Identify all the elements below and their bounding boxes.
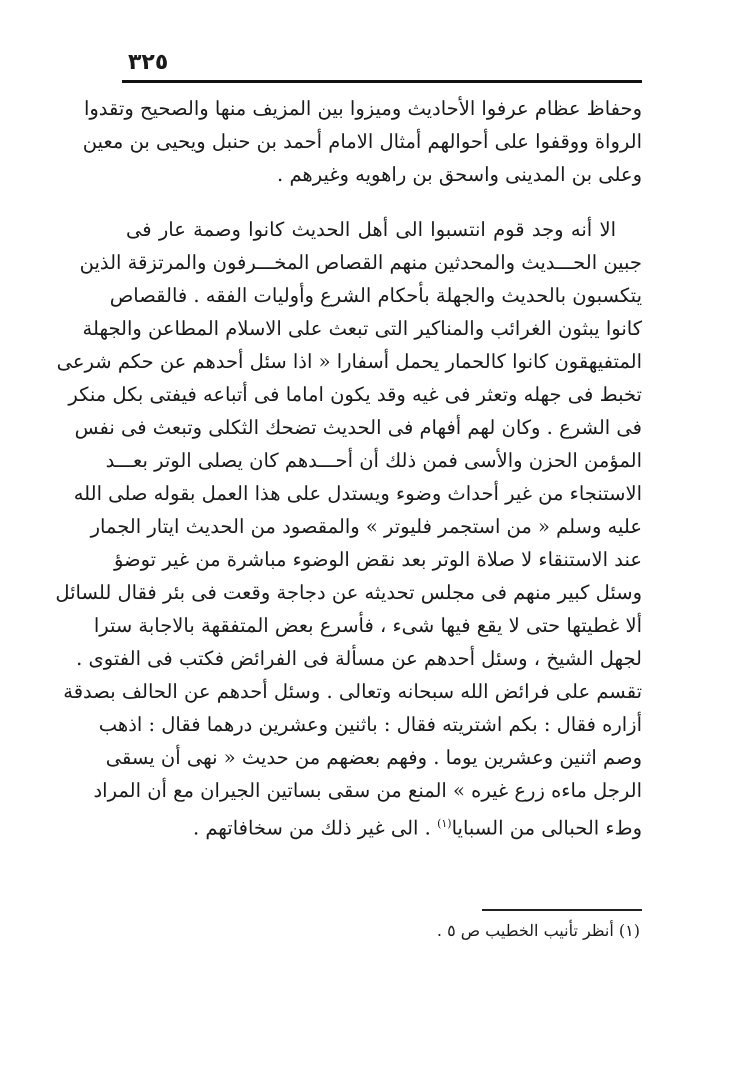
text-line: عليه وسلم « من استجمر فليوتر » والمقصود من الحديث ايتار الجمار: [90, 515, 642, 538]
text-line: وحفاظ عظام عرفوا الأحاديث وميزوا بين المزيف منها والصحيح وتقدوا: [83, 97, 642, 120]
header-rule: [122, 80, 642, 83]
text-line: وسئل كبير منهم فى مجلس تحديثه عن دجاجة وقعت فى بئر فقال للسائل: [55, 581, 642, 604]
text-fragment: . الى غير ذلك من سخافاتهم .: [192, 816, 438, 840]
text-line: ألا غطيتها حتى لا يقع فيها شىء ، فأسرع بعض المتفقهة بالاجابة سترا: [93, 614, 642, 637]
footnote-rule: [482, 909, 642, 911]
text-line: المؤمن الحزن والأسى فمن ذلك أن أحـــدهم كان يصلى الوتر بعـــد: [105, 449, 642, 472]
footnote-reference[interactable]: (١): [437, 817, 452, 830]
footnote: (١) أنظر تأنيب الخطيب ص ٥ .: [436, 921, 640, 940]
text-line: كانوا يبثون الغرائب والمناكير التى تبعث على الاسلام المطاعن والجهلة: [82, 317, 642, 340]
text-line: فى الشرع . وكان لهم أفهام فى الحديث تضحك الثكلى وتبعث فى نفس: [74, 416, 642, 439]
paragraph-2: [55, 213, 642, 845]
paragraph-1: [82, 92, 642, 191]
text-line: الرجل ماءه زرع غيره » المنع من سقى بساتين الجيران مع أن المراد: [93, 779, 642, 802]
text-line: جبين الحـــديث والمحدثين منهم القصاص المخـــرفون والمرتزقة الذين: [79, 251, 642, 274]
text-line: تخبط فى جهله وتعثر فى غيه وقد يكون اماما فى أتباعه فيفتى بكل منكر: [68, 383, 642, 406]
text-line: الرواة ووقفوا على أحوالهم أمثال الامام أحمد بن حنبل ويحيى بن معين: [82, 130, 642, 153]
text-line: لجهل الشيخ ، وسئل أحدهم عن مسألة فى الفرائض فكتب فى الفتوى .: [76, 647, 642, 670]
text-fragment: وطء الحبالى من السبايا: [451, 816, 642, 840]
text-line: المتفيهقون كانوا كالحمار يحمل أسفارا « اذا سئل أحدهم عن حكم شرعى: [56, 350, 642, 373]
text-line-last: [126, 807, 642, 845]
page-number: ٣٢٥: [128, 50, 169, 75]
text-line: عند الاستنقاء لا صلاة الوتر بعد نقض الوضوء مباشرة من غير توضؤ: [113, 548, 642, 571]
text-line: الاستنجاء من غير أحداث وضوء ويستدل على هذا العمل بقوله صلى الله: [73, 482, 642, 505]
text-line: أزاره فقال : بكم اشتريته فقال : باثنين وعشرين درهما فقال : اذهب: [98, 713, 642, 736]
text-line: يتكسبون بالحديث والجهلة بأحكام الشرع وأوليات الفقه . فالقصاص: [109, 284, 642, 307]
text-line: وعلى بن المدينى واسحق بن راهويه وغيرهم .: [277, 163, 642, 186]
text-line: وصم اثنين وعشرين يوما . وفهم بعضهم من حديث « نهى أن يسقى: [105, 746, 642, 769]
text-line: الا أنه وجد قوم انتسبوا الى أهل الحديث كانوا وصمة عار فى: [126, 218, 616, 241]
text-line: تقسم على فرائض الله سبحانه وتعالى . وسئل أحدهم عن الحالف بصدقة: [63, 680, 642, 703]
